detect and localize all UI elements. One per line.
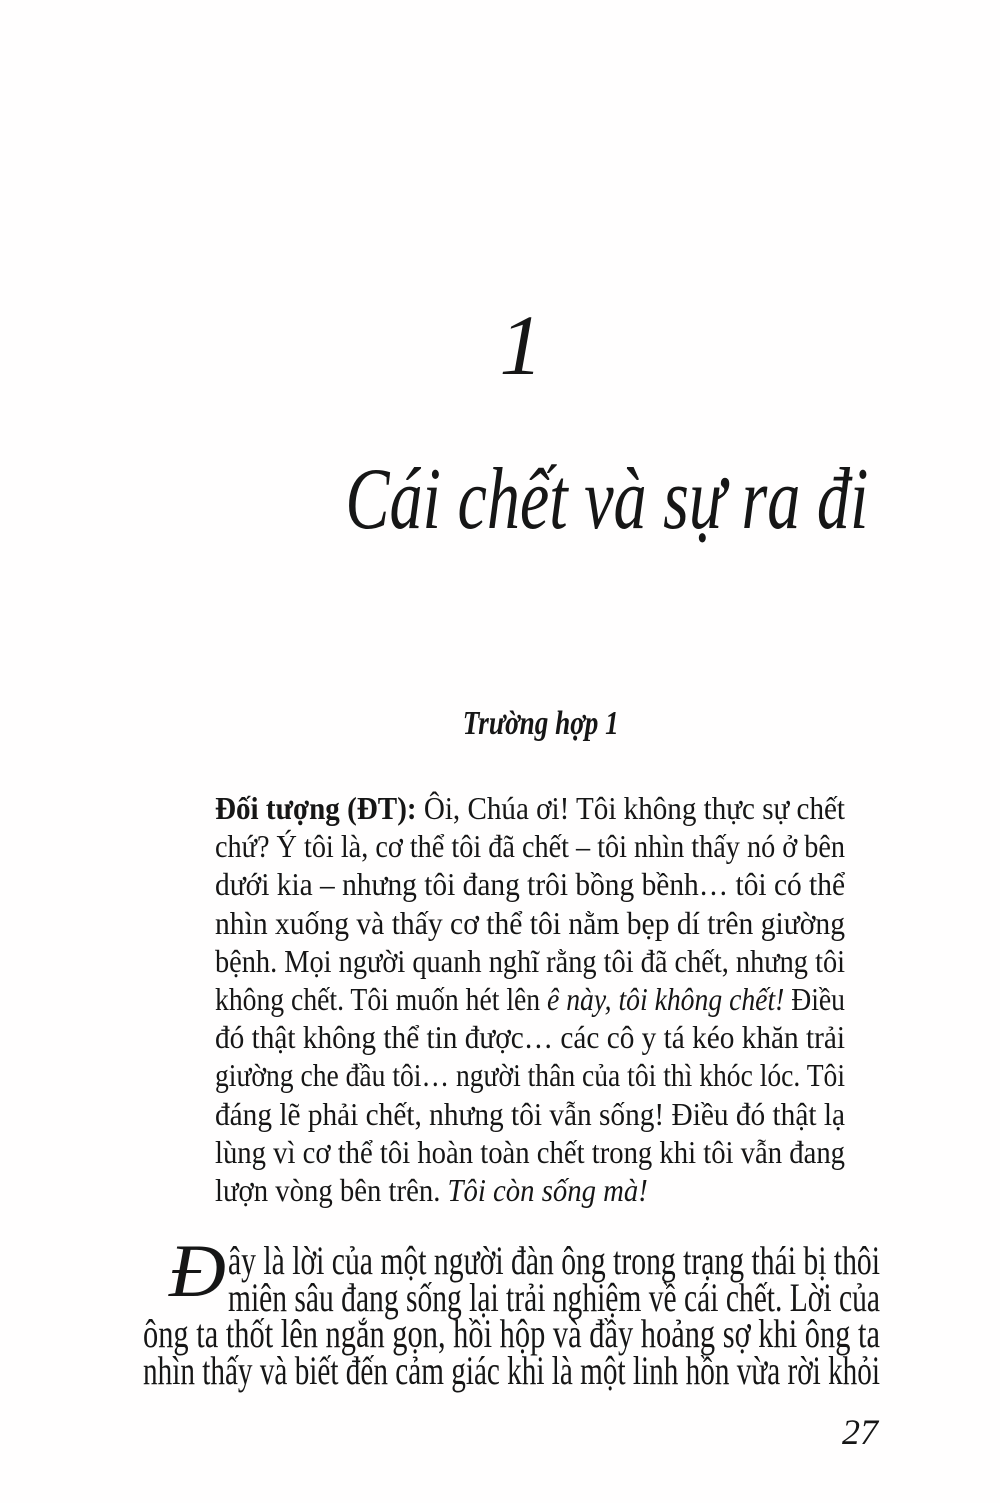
text-line: [215, 827, 845, 865]
text-segment: chứ? Ý tôi là, cơ thể tôi đã chết – tôi nhìn thấy nó ở bên: [215, 828, 845, 865]
text-segment: đó thật không thể tin được… các cô y tá kéo khăn trải: [215, 1019, 845, 1056]
text-segment: Tôi còn sống mà!: [447, 1172, 648, 1209]
page-number: 27: [842, 1412, 878, 1452]
text-segment: đáng lẽ phải chết, nhưng tôi vẫn sống! Điều đó thật lạ: [215, 1095, 845, 1132]
chapter-number-text: 1: [499, 297, 543, 393]
text-line: [215, 1095, 845, 1133]
text-segment: không chết. Tôi muốn hét lên: [215, 981, 548, 1018]
body-paragraph-lines: [143, 1238, 880, 1393]
text-segment: Ôi, Chúa ơi! Tôi không thực sự chết: [416, 790, 845, 826]
text-line: [215, 1018, 845, 1056]
text-segment: ê này, tôi không chết!: [547, 981, 785, 1018]
text-segment: Đối tượng (ĐT):: [215, 790, 417, 826]
text-segment: dưới kia – nhưng tôi đang trôi bồng bềnh… tôi có thể: [215, 866, 845, 903]
text-line: [215, 789, 845, 827]
text-line: [215, 865, 845, 903]
text-segment: nhìn thấy và biết đến cảm giác khi là một linh hồn vừa rời khỏi: [143, 1347, 880, 1393]
text-line: [215, 1133, 845, 1171]
text-line: [215, 1056, 845, 1094]
drop-cap: Đ: [169, 1230, 226, 1313]
section-heading-text: Trường hợp 1: [462, 705, 619, 742]
text-segment: miên sâu đang sống lại trải nghiệm về cái chết. Lời của: [228, 1274, 880, 1320]
section-heading: [443, 704, 619, 744]
chapter-number: [421, 297, 621, 393]
text-segment: Điều: [784, 981, 845, 1018]
text-segment: nhìn xuống và thấy cơ thể tôi nằm bẹp dí trên giường: [215, 904, 845, 941]
body-paragraph: [143, 1230, 880, 1393]
text-line: [215, 904, 845, 942]
quote-paragraph: [215, 789, 845, 1209]
text-segment: lượn vòng bên trên.: [215, 1172, 448, 1209]
text-line: [143, 1347, 880, 1393]
text-segment: lùng vì cơ thể tôi hoàn toàn chết trong khi tôi vẫn đang: [215, 1133, 845, 1170]
text-line: [215, 980, 845, 1018]
chapter-title-text: Cái chết và sự ra đi: [345, 451, 869, 548]
text-segment: ây là lời của một người đàn ông trong trạng thái bị thôi: [228, 1238, 880, 1283]
text-segment: bệnh. Mọi người quanh nghĩ rằng tôi đã chết, nhưng tôi: [215, 942, 845, 979]
text-segment: ông ta thốt lên ngắn gọn, hồi hộp và đầy hoảng sợ khi ông ta: [143, 1311, 880, 1356]
chapter-title: [259, 451, 869, 548]
text-line: [215, 1171, 845, 1209]
text-segment: giường che đầu tôi… người thân của tôi thì khóc lóc. Tôi: [215, 1057, 845, 1094]
text-line: [215, 942, 845, 980]
